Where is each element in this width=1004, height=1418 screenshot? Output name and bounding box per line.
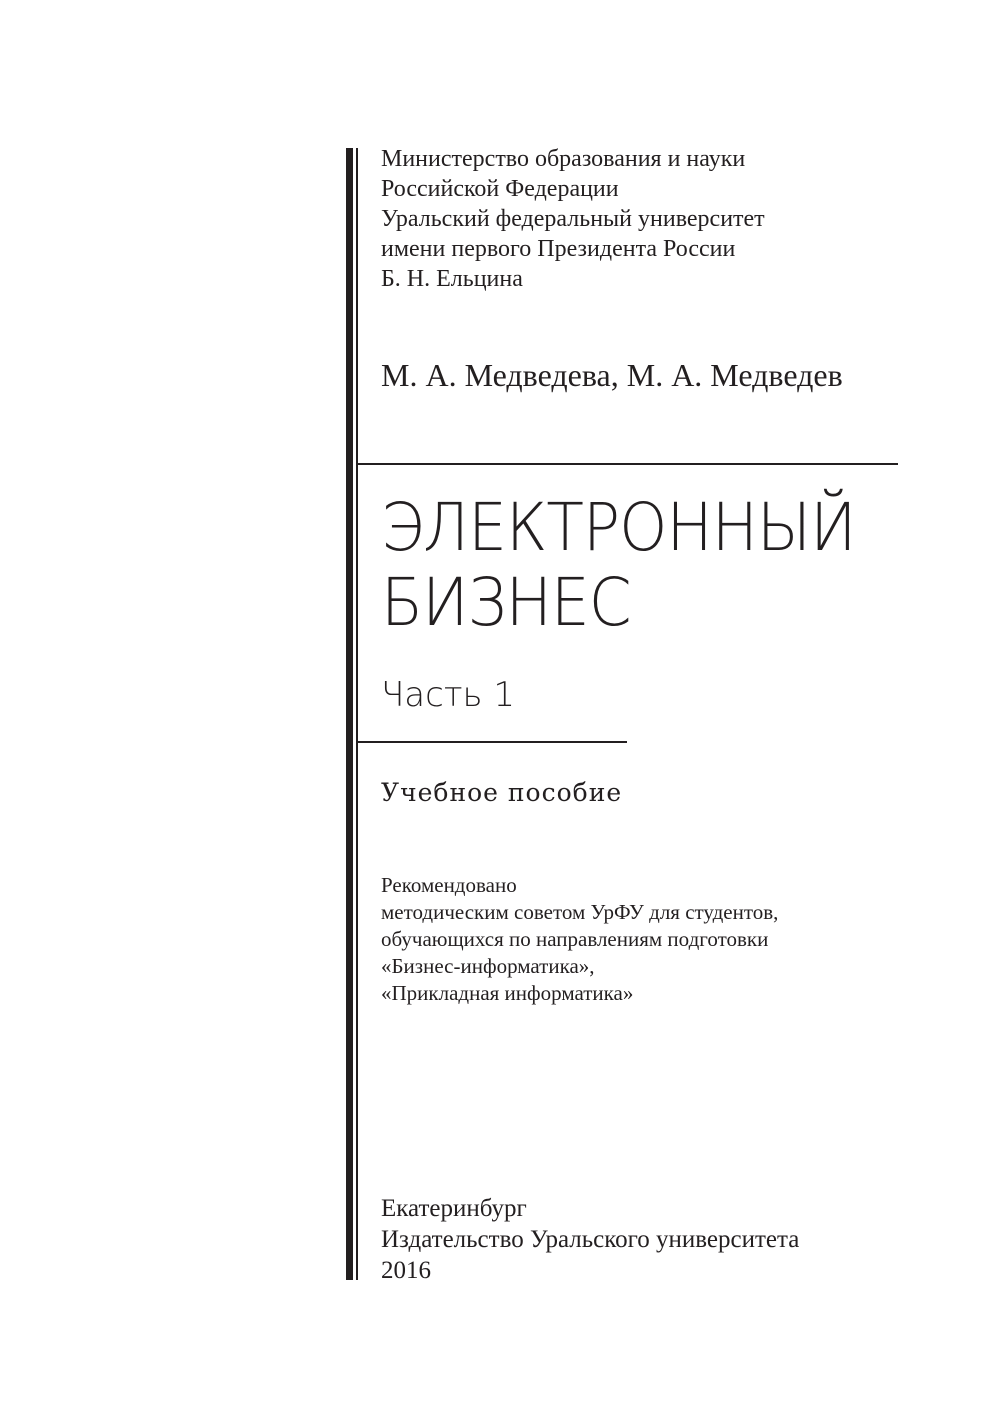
- publisher-block: [381, 1193, 799, 1286]
- ministry-line: Министерство образования и науки: [381, 146, 746, 172]
- left-thick-rule: [346, 148, 353, 1280]
- title-top-rule: [356, 463, 898, 465]
- part-number: Часть 1: [381, 675, 515, 715]
- recommendation-line: методическим советом УрФУ для студентов,: [381, 900, 779, 924]
- ministry-line: Б. Н. Ельцина: [381, 266, 523, 292]
- recommendation-line: «Прикладная информатика»: [381, 981, 634, 1005]
- recommendation-line: обучающихся по направлениям подготовки: [381, 927, 769, 951]
- document-type: Учебное пособие: [381, 778, 623, 807]
- ministry-line: Уральский федеральный университет: [381, 206, 765, 232]
- publication-year: 2016: [381, 1257, 431, 1284]
- ministry-line: Российской Федерации: [381, 176, 619, 202]
- book-title-line-1: ЭЛЕКТРОННЫЙ: [381, 489, 856, 566]
- ministry-block: [381, 144, 765, 294]
- recommendation-line: Рекомендовано: [381, 873, 517, 897]
- left-thin-rule: [356, 148, 358, 1280]
- publisher-name: Издательство Уральского университета: [381, 1226, 800, 1253]
- title-bottom-rule: [356, 741, 627, 743]
- authors: М. А. Медведева, М. А. Медведев: [381, 357, 843, 393]
- ministry-line: имени первого Президента России: [381, 236, 736, 262]
- book-title-line-2: БИЗНЕС: [381, 564, 631, 641]
- recommendation-line: «Бизнес-информатика»,: [381, 954, 595, 978]
- recommendation-block: [381, 872, 778, 1007]
- book-title: [381, 490, 856, 640]
- publisher-city: Екатеринбург: [381, 1195, 527, 1222]
